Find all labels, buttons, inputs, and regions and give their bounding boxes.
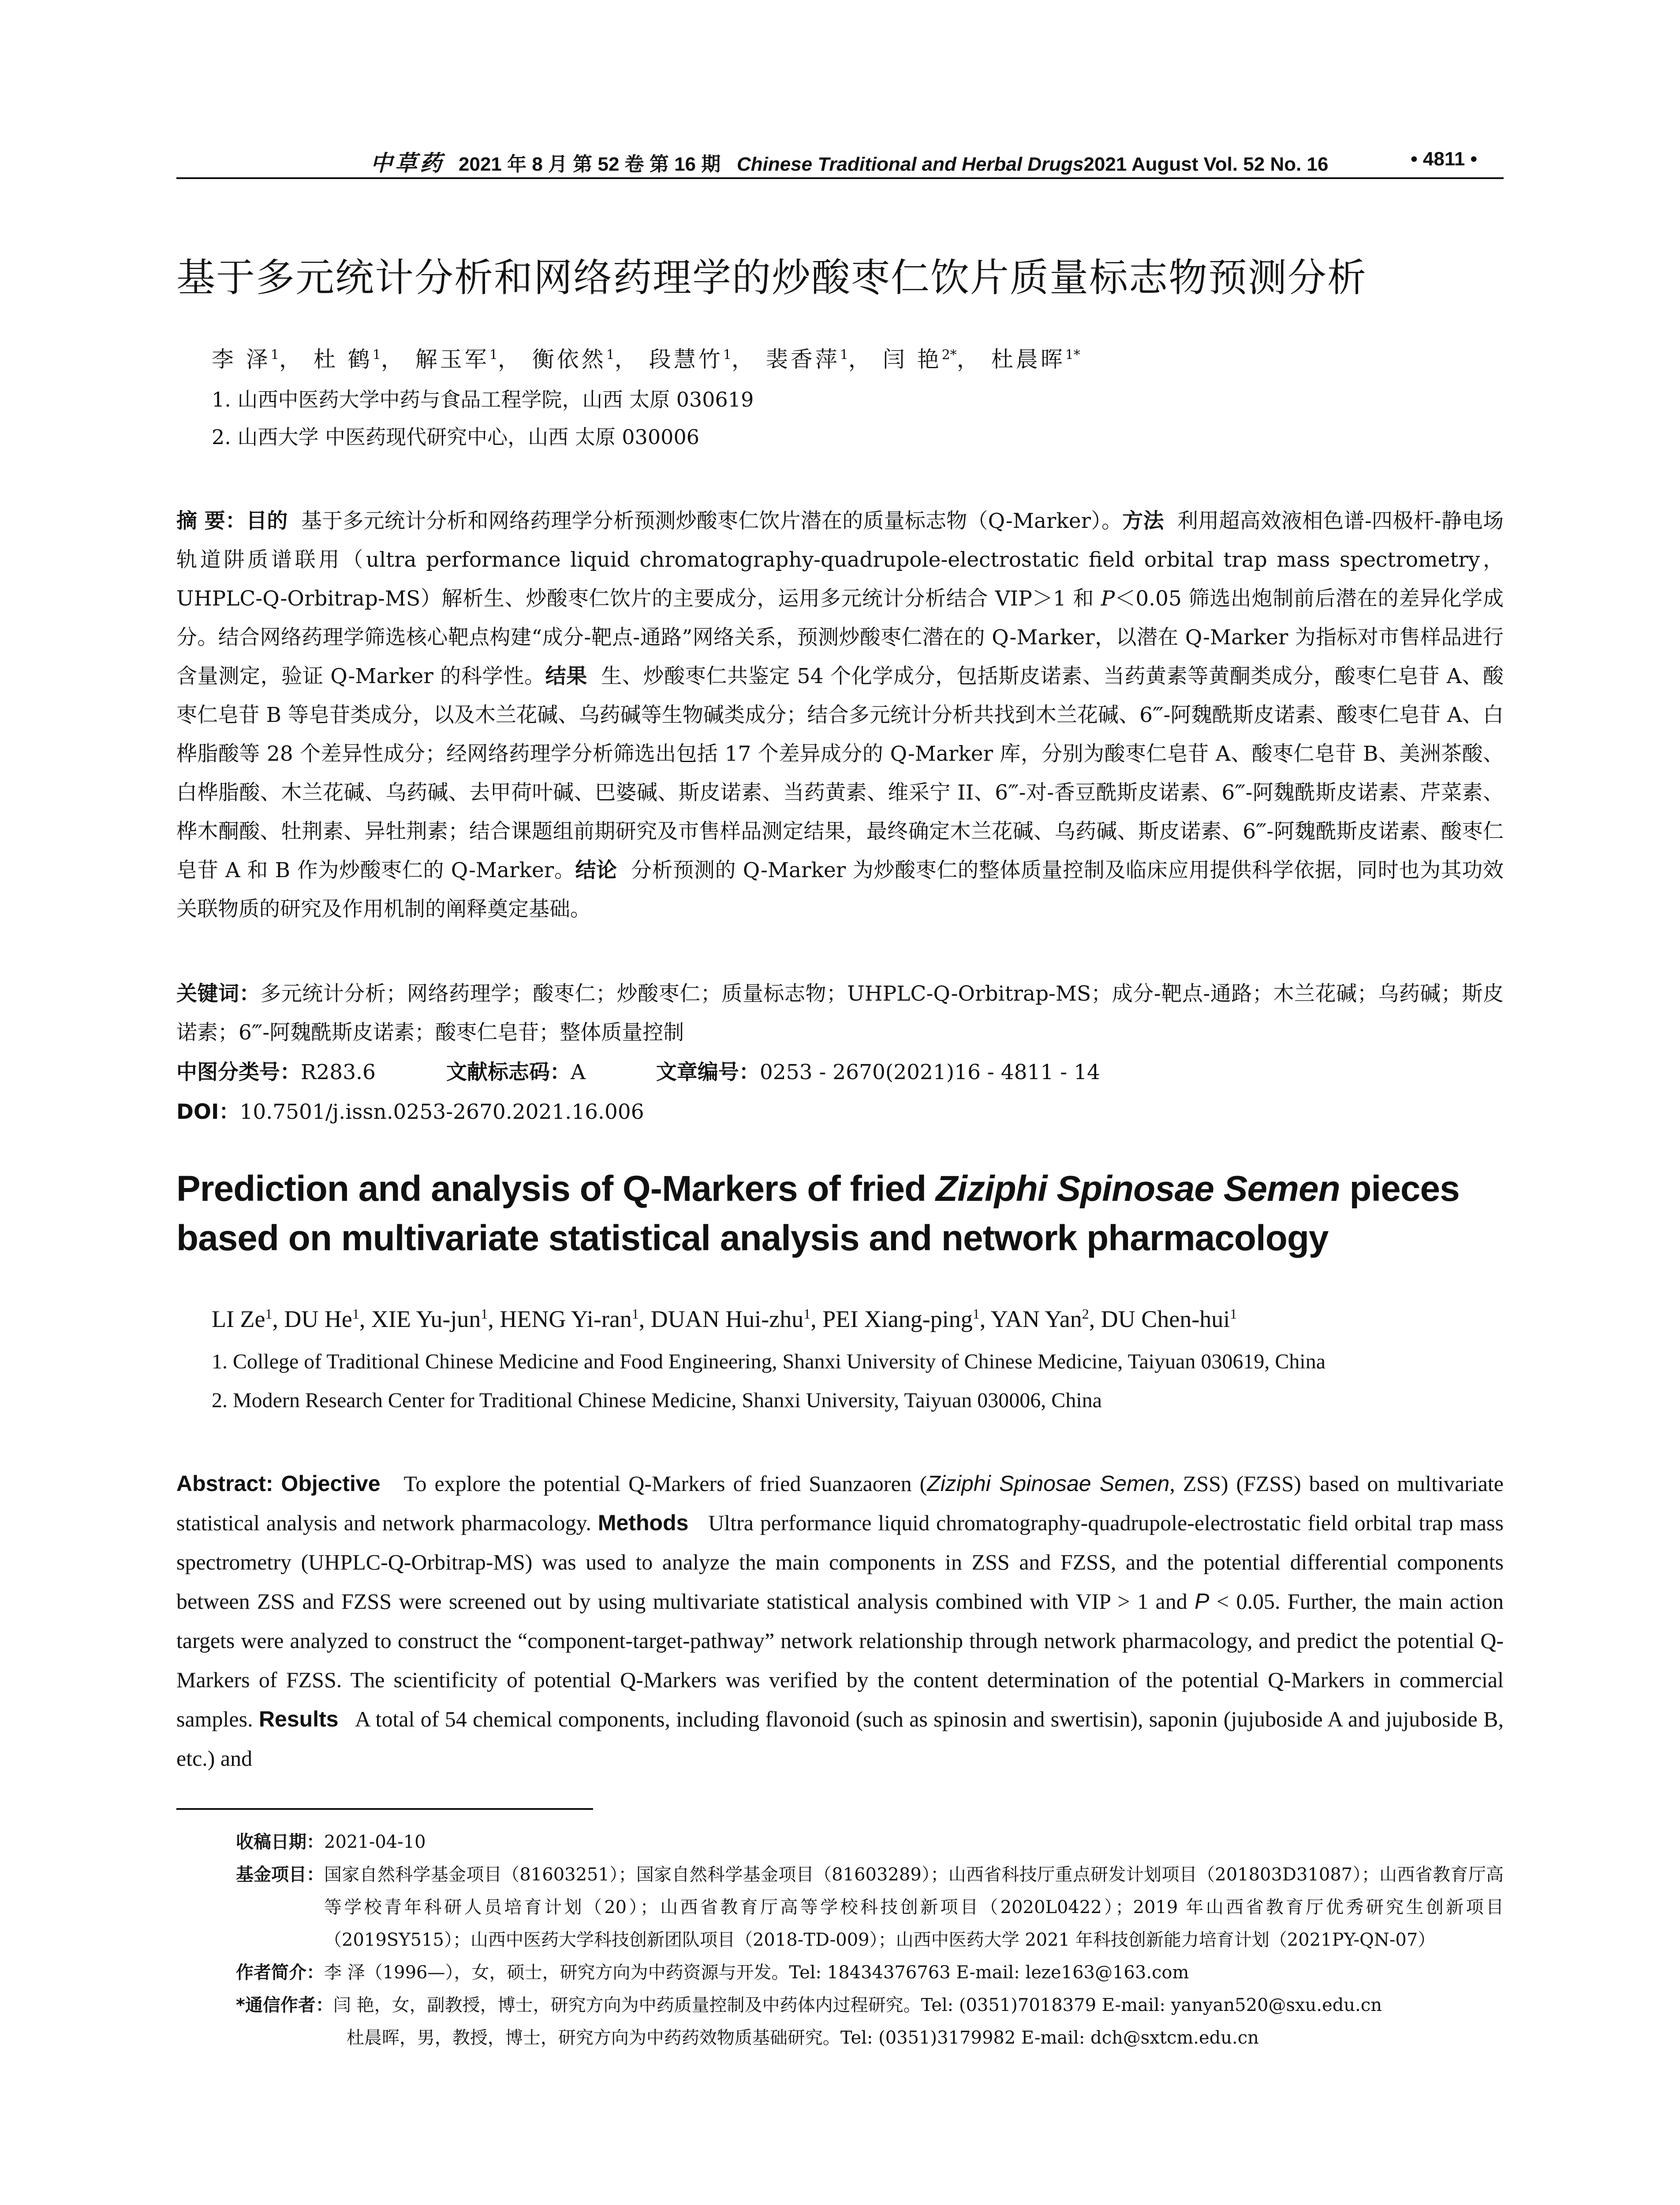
- running-header: [176, 146, 1504, 176]
- affiliation-en-2: 2. Modern Research Center for Traditional Chinese Medicine, Shanxi University, Taiyuan 030006, China: [212, 1389, 1102, 1412]
- affiliation-cn-1: 1. 山西中医药大学中药与食品工程学院，山西 太原 030619: [212, 388, 754, 411]
- affiliation-cn-2: 2. 山西大学 中医药现代研究中心，山西 太原 030006: [212, 425, 699, 449]
- author-en: DU He$^1$: [284, 1306, 359, 1332]
- title-cn: 基于多元统计分析和网络药理学的炒酸枣仁饮片质量标志物预测分析: [176, 255, 1367, 300]
- abstract-en: Abstract: Objective To explore the potential Q-Markers of fried Suanzaoren (Ziziphi Spinosae Semen, ZSS) (FZSS) based on multivariate statistical analysis and network pharmacology. Methods Ultra performance liquid chromatography-quadrupole-electrostatic field orbital trap mass spectrometry (UHPLC-Q-Orbitrap-MS) was used to analyze the main components in ZSS and FZSS, and the potential differential components between ZSS and FZSS were screened out by using multivariate statistical analysis combined with VIP > 1 and P < 0.05. Further, the main action targets were analyzed to construct the “component-target-pathway” network relationship through network pharmacology, and predict the potential Q-Markers of FZSS. The scientificity of potential Q-Markers was verified by the content determination of the potential Q-Markers in commercial samples. Results A total of 54 chemical components, including flavonoid (such as spinosin and swertisin), saponin (jujuboside A and jujuboside B, etc.) and: [176, 1471, 1504, 1771]
- author-en: PEI Xiang-ping$^1$: [822, 1306, 980, 1332]
- doc-code-label: 文献标志码：: [446, 1060, 571, 1084]
- results-text: 生、炒酸枣仁共鉴定 54 个化学成分，包括斯皮诺素、当药黄素等黄酮类成分，酸枣仁皂苷 A、酸枣仁皂苷 B 等皂苷类成分，以及木兰花碱、乌药碱等生物碱类成分；结合多元统计分析共找到木兰花碱、6‴-阿魏酰斯皮诺素、酸枣仁皂苷 A、白桦脂酸等 28 个差异性成分；经网络药理学分析筛选出包括 17 个差异成分的 Q-Marker 库，分别为酸枣仁皂苷 A、酸枣仁皂苷 B、美洲茶酸、白桦脂酸、木兰花碱、乌药碱、去甲荷叶碱、巴婆碱、斯皮诺素、当药黄素、维采宁 II、6‴-对-香豆酰斯皮诺素、6‴-阿魏酰斯皮诺素、芹菜素、桦木酮酸、牡荆素、异牡荆素；结合课题组前期研究及市售样品测定结果，最终确定木兰花碱、乌药碱、斯皮诺素、6‴-阿魏酰斯皮诺素、酸枣仁皂苷 A 和 B 作为炒酸枣仁的 Q-Marker。: [176, 664, 1504, 882]
- article-no-label: 文章编号：: [656, 1060, 760, 1084]
- corresponding-2: 杜晨晖，男，教授，博士，研究方向为中药药效物质基础研究。Tel: (0351)3179982 E-mail: dch@sxtcm.edu.cn: [346, 2028, 1259, 2048]
- author-cn: 闫 艳$^{2*}$: [882, 347, 957, 372]
- objective-text: 基于多元统计分析和网络药理学分析预测炒酸枣仁饮片潜在的质量标志物（Q-Marker）。: [301, 509, 1123, 533]
- author-cn: 李 泽$^1$: [212, 347, 279, 372]
- author-cn: 杜晨晖$^{1*}$: [991, 347, 1080, 372]
- header-journal-en: Chinese Traditional and Herbal Drugs: [736, 153, 1084, 175]
- classification-line: [176, 1053, 1100, 1092]
- keywords-label: 关键词：: [176, 982, 261, 1006]
- footnote-received: 收稿日期： 2021-04-10: [236, 1832, 426, 1852]
- author-en: DU Chen-hui$^1$: [1101, 1306, 1237, 1332]
- abstract-cn: [176, 502, 1504, 929]
- authors-en: LI Ze$^1$, DU He$^1$, XIE Yu-jun$^1$, HENG Yi-ran$^1$, DUAN Hui-zhu$^1$, PEI Xiang-ping$^1$, YAN Yan$^2$, DU Chen-hui$^1$: [212, 1306, 1237, 1332]
- p-value-symbol: P: [1101, 587, 1115, 611]
- authors-cn: 李 泽$^1$， 杜 鹤$^1$， 解玉军$^1$， 衡依然$^1$， 段慧竹$^1$， 裴香萍$^1$， 闫 艳$^{2*}$， 杜晨晖$^{1*}$: [212, 347, 1080, 372]
- footnote-rule: [176, 1808, 593, 1810]
- methods-text-cont: ＜0.05 筛选出炮制前后潜在的差异化学成分。结合网络药理学筛选核心靶点构建“成分-靶点-通路”网络关系，预测炒酸枣仁潜在的 Q-Marker，以潜在 Q-Marker 为指标对市售样品进行含量测定，验证 Q-Marker 的科学性。: [176, 587, 1504, 688]
- conclusion-label: 结论: [575, 858, 617, 882]
- doi-label: DOI：: [176, 1100, 240, 1124]
- header-issue: [459, 148, 1329, 176]
- footnote-author: 作者简介： 李 泽（1996—），女，硕士，研究方向为中药资源与开发。Tel: 18434376763 E-mail: leze163@163.com: [236, 1962, 1189, 1983]
- clc-value: R283.6: [301, 1060, 376, 1084]
- objective-en-label: Objective: [281, 1471, 381, 1496]
- author-cn: 解玉军$^1$: [415, 347, 498, 372]
- author-en: DUAN Hui-zhu$^1$: [650, 1306, 811, 1332]
- objective-label: 目的: [246, 509, 288, 533]
- methods-label: 方法: [1122, 509, 1164, 533]
- keywords-text: 多元统计分析；网络药理学；酸枣仁；炒酸枣仁；质量标志物；UHPLC-Q-Orbitrap-MS；成分-靶点-通路；木兰花碱；乌药碱；斯皮诺素；6‴-阿魏酰斯皮诺素；酸枣仁皂苷；整体质量控制: [176, 982, 1504, 1045]
- footnote-fund: 基金项目： 国家自然科学基金项目（81603251）；国家自然科学基金项目（81603289）；山西省科技厅重点研发计划项目（201803D31087）；山西省教育厅高等学校青年科研人员培育计划（20）；山西省教育厅高等学校科技创新项目（2020L0422）；2019 年山西省教育厅优秀研究生创新项目（2019SY515）；山西中医药大学科技创新团队项目（2018-TD-009）；山西中医药大学 2021 年科技创新能力培育计划（2021PY-QN-07）: [236, 1865, 1504, 1950]
- author-cn: 裴香萍$^1$: [765, 347, 848, 372]
- title-en: Prediction and analysis of Q-Markers of fried Ziziphi Spinosae Semen pieces based on multivariate statistical analysis and network pharmacology: [176, 1169, 1460, 1258]
- author-cn: 衡依然$^1$: [532, 347, 615, 372]
- author-en: HENG Yi-ran$^1$: [500, 1306, 639, 1332]
- methods-text: 利用超高效液相色谱-四极杆-静电场轨道阱质谱联用（ultra performance liquid chromatography-quadrupole-electrostatic field orbital trap mass spectrometry，UHPLC-Q-Orbitrap-MS）解析生、炒酸枣仁饮片的主要成分，运用多元统计分析结合 VIP＞1 和: [176, 509, 1504, 611]
- doc-code-value: A: [570, 1060, 586, 1084]
- header-rule: [176, 177, 1504, 179]
- abstract-en-label: Abstract:: [176, 1471, 273, 1496]
- author-en: LI Ze$^1$: [212, 1306, 273, 1332]
- results-label: 结果: [545, 664, 587, 688]
- journal-logo: 中草药: [370, 150, 444, 176]
- article-no-value: 0253 - 2670(2021)16 - 4811 - 14: [759, 1060, 1100, 1084]
- author-cn: 段慧竹$^1$: [649, 347, 732, 372]
- footnotes: [236, 1826, 1504, 2054]
- doi-value[interactable]: 10.7501/j.issn.0253-2670.2021.16.006: [239, 1100, 644, 1124]
- footnote-corresponding: *通信作者： 闫 艳，女，副教授，博士，研究方向为中药质量控制及中药体内过程研究。Tel: (0351)7018379 E-mail: yanyan520@sxu.edu.cn 杜晨晖，男，教授，博士，研究方向为中药药效物质基础研究。Tel: (0351)3179982 E-mail: dch@sxtcm.edu.cn: [236, 1989, 1504, 2054]
- keywords-cn: [176, 975, 1504, 1052]
- conclusion-text: 分析预测的 Q-Marker 为炒酸枣仁的整体质量控制及临床应用提供科学依据，同时也为其功效关联物质的研究及作用机制的阐释奠定基础。: [176, 858, 1504, 921]
- page-number: • 4811 •: [1411, 148, 1477, 170]
- corresponding-1: 闫 艳，女，副教授，博士，研究方向为中药质量控制及中药体内过程研究。Tel: (0351)7018379 E-mail: yanyan520@sxu.edu.cn: [333, 1995, 1382, 2015]
- affiliation-en-1: 1. College of Traditional Chinese Medicine and Food Engineering, Shanxi University of Chinese Medicine, Taiyuan 030619, China: [212, 1350, 1326, 1373]
- abstract-cn-label: 摘 要：: [176, 509, 246, 533]
- results-en-label: Results: [258, 1707, 339, 1731]
- header-issue-en: 2021 August Vol. 52 No. 16: [1083, 153, 1329, 175]
- methods-en-label: Methods: [597, 1510, 689, 1535]
- author-en: YAN Yan$^2$: [990, 1306, 1089, 1332]
- doi-line: [176, 1093, 644, 1132]
- author-en: XIE Yu-jun$^1$: [371, 1306, 488, 1332]
- header-issue-cn: 2021 年 8 月 第 52 卷 第 16 期: [459, 153, 721, 175]
- author-cn: 杜 鹤$^1$: [313, 347, 381, 372]
- clc-label: 中图分类号：: [176, 1060, 301, 1084]
